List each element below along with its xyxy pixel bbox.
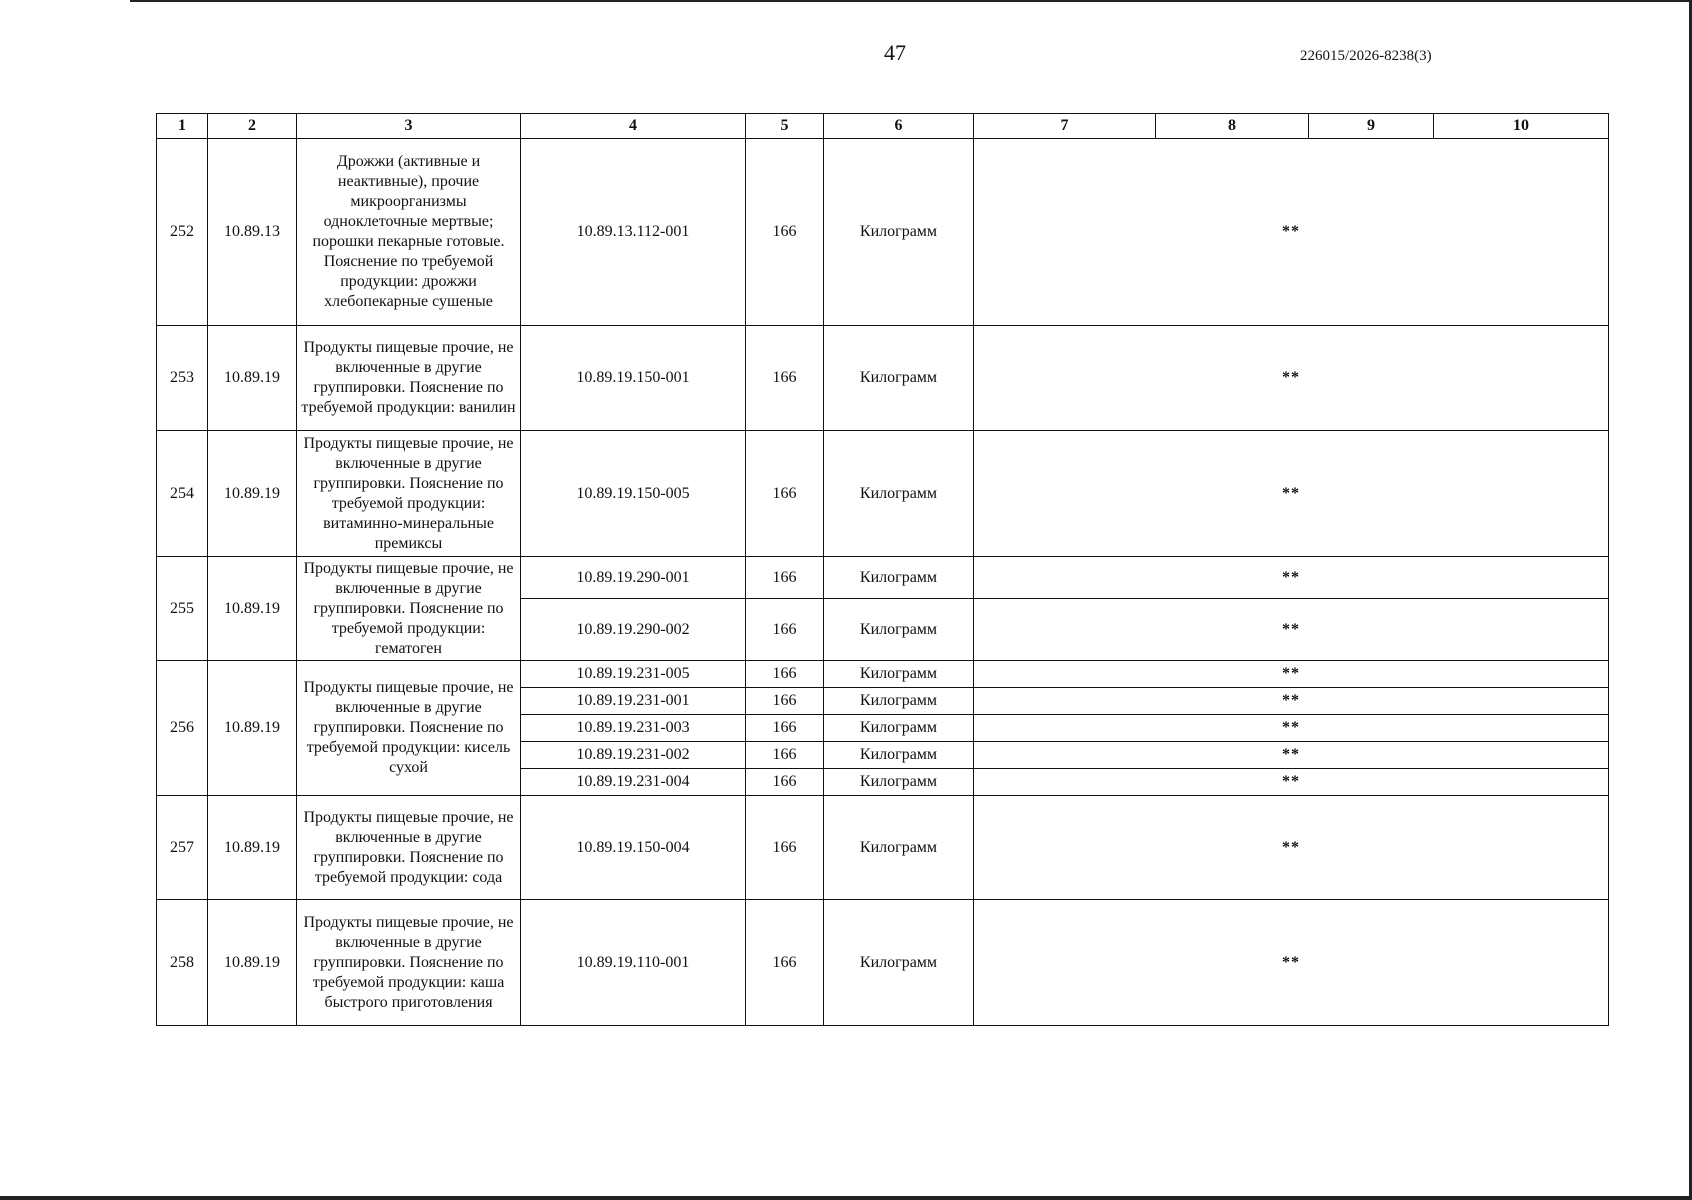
okei-code: 166 xyxy=(746,796,824,900)
unit-name: Килограмм xyxy=(824,796,974,900)
ktru-code: 10.89.19.231-005 xyxy=(521,661,746,688)
header-row xyxy=(157,114,1609,139)
stars-mark: ** xyxy=(974,742,1609,769)
stars-mark: ** xyxy=(974,326,1609,431)
stars-mark: ** xyxy=(974,431,1609,557)
product-description: Дрожжи (активные и неактивные), прочие микроорганизмы одноклеточные мертвые; порошки пекарные готовые. Пояснение по требуемой продукции: дрожжи хлебопекарные сушеные xyxy=(297,139,521,326)
unit-name: Килограмм xyxy=(824,139,974,326)
table-row xyxy=(157,326,1609,431)
bottom-border-line xyxy=(0,1196,1692,1200)
row-number: 258 xyxy=(157,900,208,1026)
ktru-code: 10.89.19.150-005 xyxy=(521,431,746,557)
row-number: 255 xyxy=(157,557,208,661)
header-col-6: 6 xyxy=(824,114,974,139)
unit-name: Килограмм xyxy=(824,661,974,688)
okei-code: 166 xyxy=(746,326,824,431)
okei-code: 166 xyxy=(746,139,824,326)
product-description: Продукты пищевые прочие, не включенные в другие группировки. Пояснение по требуемой продукции: гематоген xyxy=(297,557,521,661)
stars-mark: ** xyxy=(974,599,1609,661)
top-border-line xyxy=(130,0,1690,2)
stars-mark: ** xyxy=(974,715,1609,742)
ktru-code: 10.89.19.231-002 xyxy=(521,742,746,769)
ktru-code: 10.89.19.231-004 xyxy=(521,769,746,796)
header-col-9: 9 xyxy=(1309,114,1434,139)
ktru-code: 10.89.19.150-001 xyxy=(521,326,746,431)
okei-code: 166 xyxy=(746,557,824,599)
okei-code: 166 xyxy=(746,900,824,1026)
table-row xyxy=(157,796,1609,900)
row-number: 254 xyxy=(157,431,208,557)
product-description: Продукты пищевые прочие, не включенные в другие группировки. Пояснение по требуемой продукции: ванилин xyxy=(297,326,521,431)
okpd-code: 10.89.19 xyxy=(208,661,297,796)
ktru-code: 10.89.19.290-002 xyxy=(521,599,746,661)
unit-name: Килограмм xyxy=(824,742,974,769)
stars-mark: ** xyxy=(974,769,1609,796)
ktru-code: 10.89.13.112-001 xyxy=(521,139,746,326)
okpd-code: 10.89.19 xyxy=(208,431,297,557)
ktru-code: 10.89.19.231-003 xyxy=(521,715,746,742)
unit-name: Килограмм xyxy=(824,431,974,557)
header-col-4: 4 xyxy=(521,114,746,139)
okei-code: 166 xyxy=(746,599,824,661)
table-row xyxy=(157,557,1609,599)
table-row xyxy=(157,900,1609,1026)
ktru-code: 10.89.19.150-004 xyxy=(521,796,746,900)
table-row xyxy=(157,139,1609,326)
product-description: Продукты пищевые прочие, не включенные в другие группировки. Пояснение по требуемой продукции: кисель сухой xyxy=(297,661,521,796)
header-col-5: 5 xyxy=(746,114,824,139)
unit-name: Килограмм xyxy=(824,599,974,661)
okei-code: 166 xyxy=(746,769,824,796)
okpd-code: 10.89.19 xyxy=(208,796,297,900)
okpd-code: 10.89.13 xyxy=(208,139,297,326)
stars-mark: ** xyxy=(974,796,1609,900)
stars-mark: ** xyxy=(974,688,1609,715)
okei-code: 166 xyxy=(746,715,824,742)
unit-name: Килограмм xyxy=(824,557,974,599)
header-col-7: 7 xyxy=(974,114,1156,139)
row-number: 256 xyxy=(157,661,208,796)
okpd-code: 10.89.19 xyxy=(208,900,297,1026)
unit-name: Килограмм xyxy=(824,769,974,796)
unit-name: Килограмм xyxy=(824,715,974,742)
header-col-2: 2 xyxy=(208,114,297,139)
unit-name: Килограмм xyxy=(824,688,974,715)
product-description: Продукты пищевые прочие, не включенные в другие группировки. Пояснение по требуемой продукции: сода xyxy=(297,796,521,900)
products-table xyxy=(156,113,1609,1026)
product-description: Продукты пищевые прочие, не включенные в другие группировки. Пояснение по требуемой продукции: каша быстрого приготовления xyxy=(297,900,521,1026)
table-row xyxy=(157,661,1609,688)
table-row xyxy=(157,431,1609,557)
okei-code: 166 xyxy=(746,688,824,715)
header-col-8: 8 xyxy=(1156,114,1309,139)
row-number: 257 xyxy=(157,796,208,900)
ktru-code: 10.89.19.231-001 xyxy=(521,688,746,715)
header-col-1: 1 xyxy=(157,114,208,139)
stars-mark: ** xyxy=(974,661,1609,688)
okei-code: 166 xyxy=(746,661,824,688)
row-number: 253 xyxy=(157,326,208,431)
header-col-10: 10 xyxy=(1434,114,1609,139)
okpd-code: 10.89.19 xyxy=(208,557,297,661)
ktru-code: 10.89.19.290-001 xyxy=(521,557,746,599)
unit-name: Килограмм xyxy=(824,900,974,1026)
okei-code: 166 xyxy=(746,431,824,557)
header-col-3: 3 xyxy=(297,114,521,139)
document-id: 226015/2026-8238(3) xyxy=(1300,48,1432,64)
okpd-code: 10.89.19 xyxy=(208,326,297,431)
stars-mark: ** xyxy=(974,900,1609,1026)
okei-code: 166 xyxy=(746,742,824,769)
stars-mark: ** xyxy=(974,139,1609,326)
product-description: Продукты пищевые прочие, не включенные в другие группировки. Пояснение по требуемой продукции: витаминно-минеральные премиксы xyxy=(297,431,521,557)
ktru-code: 10.89.19.110-001 xyxy=(521,900,746,1026)
row-number: 252 xyxy=(157,139,208,326)
stars-mark: ** xyxy=(974,557,1609,599)
table-body xyxy=(157,139,1609,1026)
page-number: 47 xyxy=(884,40,906,65)
unit-name: Килограмм xyxy=(824,326,974,431)
